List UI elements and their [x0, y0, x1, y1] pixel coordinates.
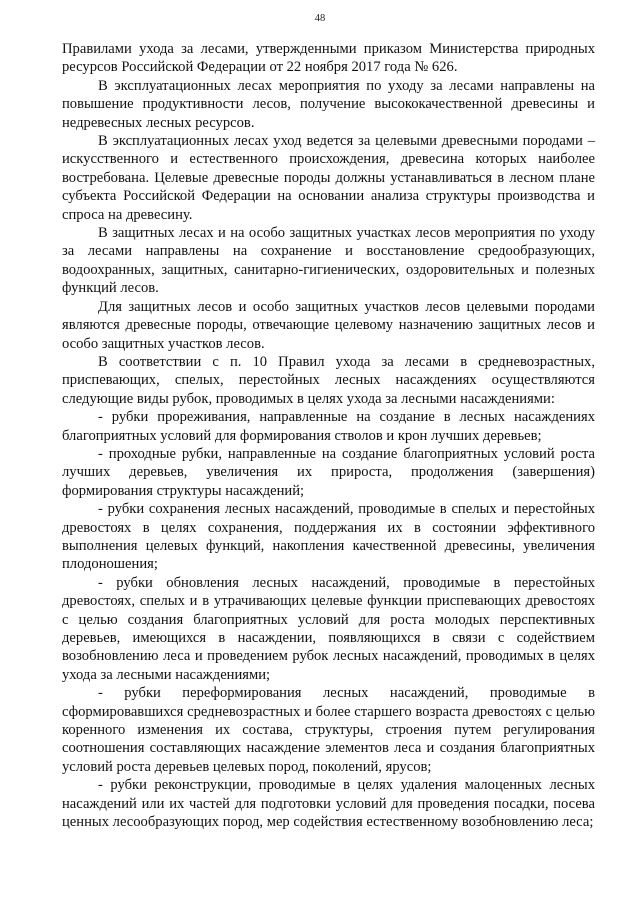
document-body [62, 40, 595, 831]
paragraph-cutting-types-intro: В соответствии с п. 10 Правил ухода за лесами в средневозрастных, приспевающих, спелых, перестойных лесных насаждениях осуществляются следующие виды рубок, проводимых в целях ухода за лесными насаждениями: [62, 353, 595, 407]
list-item-reconstruction-cutting: - рубки реконструкции, проводимые в целях удаления малоценных лесных насаждений или их частей для подготовки условий для проведения посадки, посева ценных лесообразующих пород, мер содействия естественному возобновлению леса; [62, 777, 595, 831]
paragraph-target-species: В эксплуатационных лесах уход ведется за целевыми древесными породами – искусственного и естественного происхождения, древесина которых наиболее востребована. Целевые древесные породы должны устанавливаться в лесном плане субъекта Российской Федерации на основании анализа структуры производства и спроса на древесину. [62, 133, 595, 223]
list-item-reformation-cutting: - рубки переформирования лесных насаждений, проводимые в сформировавшихся средневозрастных и более старшего возраста древостоях с целью коренного изменения их состава, структуры, строения путем регулирования соотношения составляющих насаждение элементов леса и создания благоприятных условий роста деревьев целевых пород, поколений, ярусов; [62, 685, 595, 775]
list-item-conservation-cutting: - рубки сохранения лесных насаждений, проводимые в спелых и перестойных древостоях в целях сохранения, поддержания их в состоянии эффективного выполнения целевых функций, накопления качественной древесины, увеличения плодоношения; [62, 501, 595, 573]
page-number: 48 [314, 13, 326, 24]
list-item-passage-cutting: - проходные рубки, направленные на создание благоприятных условий роста лучших деревьев, увеличения их прироста, продолжения (завершения) формирования структуры насаждений; [62, 445, 595, 499]
paragraph-continuation: Правилами ухода за лесами, утвержденными приказом Министерства природных ресурсов Российской Федерации от 22 ноября 2017 года № 626. [62, 41, 595, 76]
paragraph-protective-target-species: Для защитных лесов и особо защитных участков лесов целевыми породами являются древесные породы, отвечающие целевому назначению защитных лесов и особо защитных участков лесов. [62, 298, 595, 352]
list-item-renewal-cutting: - рубки обновления лесных насаждений, проводимые в перестойных древостоях, спелых и в утрачивающих целевые функции приспевающих древостоях с целью создания благоприятных условий для роста молодых перспективных деревьев, имеющихся в насаждении, появляющихся в связи с содействием возобновлению леса и проведением рубок лесных насаждений, проводимых в целях ухода за лесными насаждениями; [62, 574, 595, 683]
list-item-thinning: - рубки прореживания, направленные на создание в лесных насаждениях благоприятных условий для формирования стволов и крон лучших деревьев; [62, 409, 595, 444]
paragraph-protective-forests-goals: В защитных лесах и на особо защитных участках лесов мероприятия по уходу за лесами направлены на сохранение и восстановление средообразующих, водоохранных, защитных, санитарно-гигиенических, оздоровительных и полезных функций лесов. [62, 225, 595, 297]
paragraph-exploitation-forests-goals: В эксплуатационных лесах мероприятия по уходу за лесами направлены на повышение продуктивности лесов, получение высококачественной древесины и недревесных лесных ресурсов. [62, 77, 595, 131]
